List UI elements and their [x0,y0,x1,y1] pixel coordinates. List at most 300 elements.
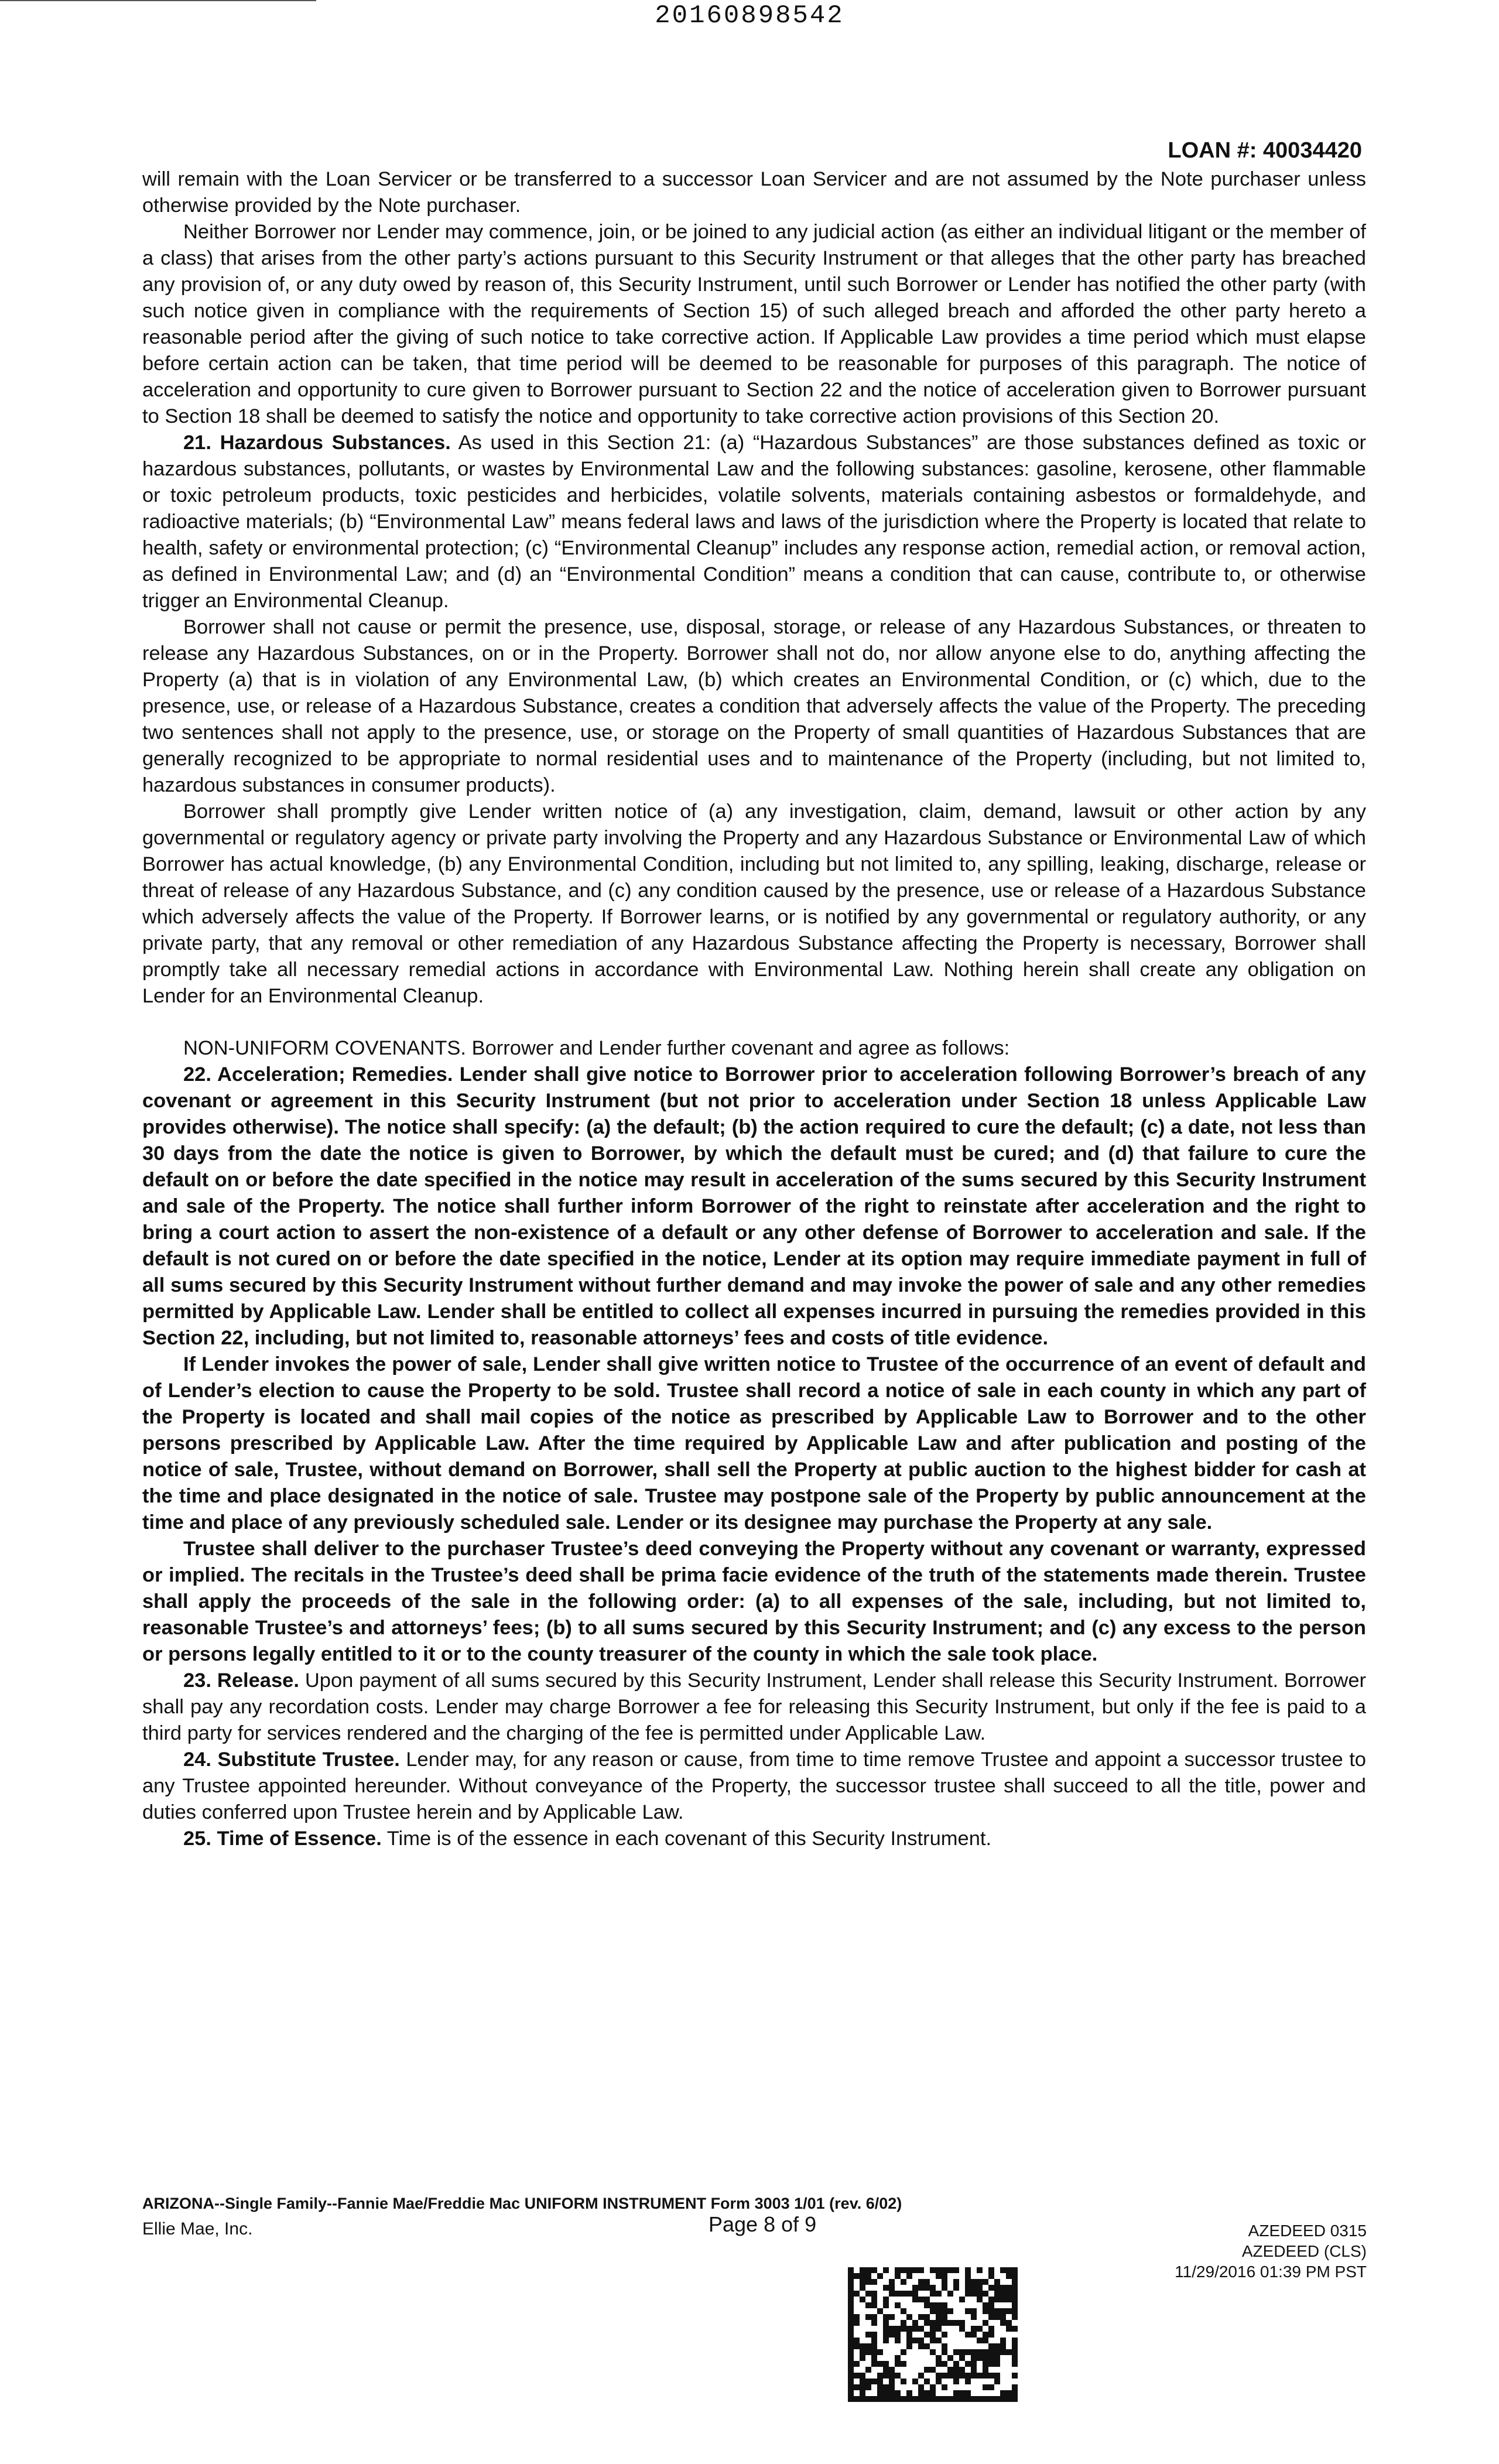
barcode-module [906,2390,912,2396]
barcode-module [912,2320,918,2326]
barcode-module [959,2355,965,2361]
barcode-module [865,2379,871,2384]
barcode-module [889,2326,895,2332]
barcode-module [871,2379,877,2384]
barcode-module [977,2291,983,2297]
barcode-module [1012,2273,1018,2279]
barcode-module [947,2291,953,2297]
barcode-module [1000,2338,1006,2343]
recording-number: 20160898542 [655,1,844,30]
barcode-module [889,2396,895,2402]
section-22-paragraph-2: If Lender invokes the power of sale, Lender shall give written notice to Trustee of the occurrence of an event of default and of Lender’s election to cause the Property to be sold. Trustee shall record a notice of sale in each county in which any part of the Property is located and shall mail copies of the notice as prescribed by Applicable Law to Borrower and to the other persons prescribed by Applicable Law. After the time required by Applicable Law and after publication and posting of the notice of sale, Trustee, without demand on Borrower, shall sell the Property at public auction to the highest bidder for cash at the time and place designated in the notice of sale. Trustee may postpone sale of the Property by public announcement at the time and place of any previously scheduled sale. Lender or its designee may purchase the Property at any sale. [142,1353,1366,1534]
barcode-module [860,2343,865,2349]
barcode-module [953,2349,959,2355]
barcode-module [901,2379,906,2384]
barcode-module [1012,2384,1018,2390]
barcode-module [947,2373,953,2379]
barcode-module [959,2367,965,2373]
section-23-heading: 23. Release. [183,1669,299,1692]
barcode-module [901,2326,906,2332]
barcode-module [906,2396,912,2402]
loan-number: LOAN #: 40034420 [1168,138,1362,163]
barcode-module [906,2343,912,2349]
barcode-module [983,2291,988,2297]
barcode-module [906,2332,912,2338]
barcode-module [848,2308,854,2314]
barcode-module [994,2297,1000,2302]
barcode-module [912,2285,918,2291]
barcode-module [924,2320,930,2326]
barcode-module [848,2379,854,2384]
barcode-module [942,2320,947,2326]
barcode-module [988,2361,994,2367]
section-25-text: Time is of the essence in each covenant of this Security Instrument. [381,1828,992,1850]
barcode-module [1000,2291,1006,2297]
barcode-module [854,2273,860,2279]
barcode-module [953,2279,959,2285]
barcode-module [942,2332,947,2338]
barcode-module [965,2349,971,2355]
barcode-module [994,2314,1000,2320]
barcode-module [906,2273,912,2279]
barcode-module [965,2273,971,2279]
barcode-module [983,2384,988,2390]
barcode-module [854,2396,860,2402]
barcode-module [901,2279,906,2285]
barcode-module [994,2349,1000,2355]
barcode-module [977,2373,983,2379]
barcode-module [865,2279,871,2285]
barcode-module [977,2279,983,2285]
barcode-module [865,2291,871,2297]
barcode-module [848,2291,854,2297]
barcode-module [901,2361,906,2367]
barcode-module [865,2273,871,2279]
barcode-module [988,2349,994,2355]
barcode-module [942,2349,947,2355]
barcode-module [953,2373,959,2379]
barcode-module [895,2355,901,2361]
form-code: AZEDEED 0315 [1248,2222,1367,2240]
barcode-module [988,2267,994,2273]
barcode-module [906,2267,912,2273]
section-24-heading: 24. Substitute Trustee. [183,1748,400,1771]
barcode-module [848,2373,854,2379]
barcode-module [883,2332,889,2338]
barcode-module [971,2349,977,2355]
barcode-module [871,2338,877,2343]
barcode-module [994,2308,1000,2314]
barcode-module [930,2308,936,2314]
barcode-module [1006,2326,1012,2332]
barcode-module [936,2338,942,2343]
barcode-module [895,2396,901,2402]
barcode-module [860,2390,865,2396]
barcode-module [965,2267,971,2273]
barcode-module [936,2291,942,2297]
barcode-module [860,2384,865,2390]
barcode-module [860,2349,865,2355]
barcode-module [883,2390,889,2396]
barcode-module [988,2326,994,2332]
barcode-module [953,2367,959,2373]
barcode-module [860,2396,865,2402]
barcode-module [942,2314,947,2320]
barcode-module [865,2349,871,2355]
barcode-module [871,2355,877,2361]
barcode-module [871,2267,877,2273]
barcode-module [924,2302,930,2308]
barcode-module [871,2279,877,2285]
barcode-module [871,2361,877,2367]
barcode-module [854,2291,860,2297]
barcode-module [930,2396,936,2402]
barcode-module [889,2332,895,2338]
barcode-module [947,2308,953,2314]
barcode-module [877,2349,883,2355]
barcode-module [930,2332,936,2338]
barcode-module [871,2396,877,2402]
barcode-module [959,2349,965,2355]
barcode-module [854,2361,860,2367]
barcode-module [877,2373,883,2379]
barcode-module [895,2332,901,2338]
barcode-module [936,2361,942,2367]
non-uniform-covenants: NON-UNIFORM COVENANTS. Borrower and Lender further covenant and agree as follows: [183,1037,1010,1059]
barcode-module [936,2308,942,2314]
barcode-module [883,2367,889,2373]
barcode-module [877,2379,883,2384]
barcode-module [988,2343,994,2349]
barcode-module [871,2343,877,2349]
barcode-module [918,2343,924,2349]
barcode-module [912,2291,918,2297]
barcode-module [959,2320,965,2326]
barcode-module [994,2361,1000,2367]
barcode-module [930,2326,936,2332]
print-timestamp: 11/29/2016 01:39 PM PST [1175,2263,1367,2281]
barcode-module [854,2384,860,2390]
barcode-module [918,2384,924,2390]
barcode-module [965,2291,971,2297]
barcode-module [918,2396,924,2402]
barcode-module [942,2308,947,2314]
barcode-module [860,2285,865,2291]
barcode-module [930,2302,936,2308]
barcode-module [936,2267,942,2273]
barcode-module [983,2396,988,2402]
barcode-module [848,2314,854,2320]
barcode-module [895,2267,901,2273]
barcode-module [1012,2297,1018,2302]
barcode-module [936,2396,942,2402]
barcode-module [1006,2320,1012,2326]
barcode-module [994,2396,1000,2402]
barcode-module [889,2373,895,2379]
barcode-module [848,2279,854,2285]
barcode-module [883,2302,889,2308]
barcode-module [983,2361,988,2367]
barcode-module [854,2338,860,2343]
barcode-module [848,2338,854,2343]
barcode-module [871,2349,877,2355]
barcode-module [942,2302,947,2308]
barcode-module [883,2384,889,2390]
barcode-module [1006,2273,1012,2279]
barcode-module [953,2379,959,2384]
barcode-module [953,2285,959,2291]
barcode-module [1000,2343,1006,2349]
barcode-module [965,2332,971,2338]
barcode-module [865,2332,871,2338]
barcode-module [983,2338,988,2343]
barcode-module [988,2396,994,2402]
barcode-module [889,2314,895,2320]
barcode-module [848,2355,854,2361]
barcode-module [865,2302,871,2308]
barcode-module [877,2361,883,2367]
barcode-module [924,2396,930,2402]
barcode-module [889,2390,895,2396]
barcode-module [953,2267,959,2273]
barcode-module [965,2379,971,2384]
barcode-module [994,2355,1000,2361]
barcode-module [930,2320,936,2326]
barcode-module [988,2373,994,2379]
section-21-paragraph-3: Borrower shall promptly give Lender written notice of (a) any investigation, claim, demand, lawsuit or other action by any governmental or regulatory agency or private party involving the Property and any Hazardous Substance or Environmental Law of which Borrower has actual knowledge, (b) any Environmental Condition, including but not limited to, any spilling, leaking, discharge, release or threat of release of any Hazardous Substance, and (c) any condition caused by the presence, use or release of a Hazardous Substance which adversely affects the value of the Property. If Borrower learns, or is notified by any governmental or regulatory authority, or any private party, that any removal or other remediation of any Hazardous Substance affecting the Property is necessary, Borrower shall promptly take all necessary remedial actions in accordance with Environmental Law. Nothing herein shall create any obligation on Lender for an Environmental Cleanup. [142,800,1366,1007]
barcode-module [983,2279,988,2285]
barcode-module [959,2396,965,2402]
barcode-module [1000,2285,1006,2291]
section-24-text: Lender may, for any reason or cause, from time to time remove Trustee and appoint a successor trustee to any Trustee appointed hereunder. Without conveyance of the Property, the successor trustee shall succeed to all the title, power and duties conferred upon Trustee herein and by Applicable Law. [142,1748,1366,1823]
barcode-module [959,2373,965,2379]
barcode-module [953,2320,959,2326]
barcode-module [1012,2361,1018,2367]
barcode-module [942,2343,947,2349]
barcode-module [1012,2390,1018,2396]
barcode-module [918,2373,924,2379]
barcode-module [848,2297,854,2302]
barcode-module [871,2297,877,2302]
barcode-module [889,2291,895,2297]
barcode-module [977,2326,983,2332]
barcode-module [860,2379,865,2384]
barcode-module [918,2338,924,2343]
barcode-module [983,2308,988,2314]
barcode-module [924,2314,930,2320]
barcode-module [912,2267,918,2273]
barcode-module [848,2396,854,2402]
barcode-module [895,2326,901,2332]
section-22-paragraph-1: 22. Acceleration; Remedies. Lender shall give notice to Borrower prior to acceleration following Borrower’s breach of any covenant or agreement in this Security Instrument (but not prior to acceleration under Section 18 unless Applicable Law provides otherwise). The notice shall specify: (a) the default; (b) the action required to cure the default; (c) a date, not less than 30 days from the date the notice is given to Borrower, by which the default must be cured; and (d) that failure to cure the default on or before the date specified in the notice may result in acceleration of the sums secured by this Security Instrument and sale of the Property. The notice shall further inform Borrower of the right to reinstate after acceleration and the right to bring a court action to assert the non-existence of a default or any other defense of Borrower to acceleration and sale. If the default is not cured on or before the date specified in the notice, Lender at its option may require immediate payment in full of all sums secured by this Security Instrument without further demand and may invoke the power of sale and any other remedies permitted by Applicable Law. Lender shall be entitled to collect all expenses incurred in pursuing the remedies provided in this Section 22, including, but not limited to, reasonable attorneys’ fees and costs of title evidence. [142,1063,1366,1349]
barcode-module [965,2373,971,2379]
barcode-module [971,2308,977,2314]
qr-barcode-icon [848,2267,1018,2402]
barcode-module [883,2396,889,2402]
barcode-module [865,2343,871,2349]
barcode-module [1000,2308,1006,2314]
barcode-module [994,2279,1000,2285]
barcode-module [1012,2326,1018,2332]
barcode-module [936,2273,942,2279]
barcode-module [1000,2396,1006,2402]
barcode-module [883,2267,889,2273]
barcode-module [1012,2373,1018,2379]
barcode-module [1012,2396,1018,2402]
barcode-module [912,2326,918,2332]
barcode-module [942,2373,947,2379]
barcode-module [977,2396,983,2402]
section-21-heading: 21. Hazardous Substances. [183,432,451,454]
barcode-module [906,2291,912,2297]
barcode-module [860,2373,865,2379]
barcode-module [959,2326,965,2332]
barcode-module [918,2279,924,2285]
barcode-module [1000,2320,1006,2326]
barcode-module [1012,2308,1018,2314]
barcode-module [924,2332,930,2338]
barcode-module [883,2314,889,2320]
barcode-module [1006,2291,1012,2297]
barcode-module [959,2297,965,2302]
barcode-module [977,2349,983,2355]
barcode-module [994,2343,1000,2349]
barcode-module [947,2355,953,2361]
barcode-module [883,2361,889,2367]
barcode-module [1000,2297,1006,2302]
barcode-module [977,2267,983,2273]
barcode-module [901,2308,906,2314]
barcode-module [889,2367,895,2373]
section-23-paragraph [142,1668,1366,1747]
barcode-module [971,2332,977,2338]
barcode-module [983,2320,988,2326]
barcode-module [889,2384,895,2390]
barcode-module [988,2355,994,2361]
barcode-module [906,2326,912,2332]
barcode-module [883,2373,889,2379]
barcode-module [947,2267,953,2273]
barcode-module [854,2373,860,2379]
barcode-module [1006,2267,1012,2273]
barcode-module [988,2273,994,2279]
barcode-module [953,2396,959,2402]
barcode-module [877,2384,883,2390]
barcode-module [848,2349,854,2355]
section-21-paragraph [142,430,1366,614]
barcode-module [901,2396,906,2402]
barcode-module [901,2349,906,2355]
barcode-module [924,2297,930,2302]
barcode-module [883,2326,889,2332]
barcode-module [1012,2285,1018,2291]
barcode-module [865,2384,871,2390]
barcode-module [854,2343,860,2349]
barcode-module [936,2326,942,2332]
barcode-module [971,2396,977,2402]
barcode-module [942,2285,947,2291]
barcode-module [971,2291,977,2297]
barcode-module [883,2338,889,2343]
barcode-module [918,2314,924,2320]
barcode-module [942,2273,947,2279]
barcode-module [1006,2390,1012,2396]
barcode-module [918,2285,924,2291]
footer-form-line: ARIZONA--Single Family--Fannie Mae/Freddie Mac UNIFORM INSTRUMENT Form 3003 1/01 (rev. 6/02) [142,2195,902,2212]
form-code-cls: AZEDEED (CLS) [1241,2242,1367,2260]
barcode-module [965,2308,971,2314]
barcode-module [977,2285,983,2291]
barcode-module [971,2285,977,2291]
barcode-module [1012,2291,1018,2297]
barcode-module [848,2367,854,2373]
barcode-module [918,2267,924,2273]
barcode-module [848,2343,854,2349]
barcode-module [906,2314,912,2320]
barcode-module [983,2373,988,2379]
barcode-module [889,2379,895,2384]
barcode-module [930,2338,936,2343]
barcode-module [860,2273,865,2279]
barcode-module [883,2285,889,2291]
barcode-module [895,2361,901,2367]
barcode-module [1012,2279,1018,2285]
barcode-module [1012,2349,1018,2355]
barcode-module [953,2390,959,2396]
section-22-paragraph-3: Trustee shall deliver to the purchaser Trustee’s deed conveying the Property without any covenant or warranty, expressed or implied. The recitals in the Trustee’s deed shall be prima facie evidence of the truth of the statements made therein. Trustee shall apply the proceeds of the sale in the following order: (a) to all expenses of the sale, including, but not limited to, reasonable Trustee’s and attorneys’ fees; (b) to all sums secured by this Security Instrument; and (c) any excess to the person or persons legally entitled to it or to the county treasurer of the county in which the sale took place. [142,1538,1366,1665]
barcode-module [930,2349,936,2355]
barcode-module [912,2396,918,2402]
barcode-module [971,2367,977,2373]
barcode-module [965,2396,971,2402]
barcode-module [930,2390,936,2396]
section-21-paragraph-2: Borrower shall not cause or permit the presence, use, disposal, storage, or release of any Hazardous Substances, or threaten to release any Hazardous Substances, on or in the Property. Borrower shall not do, nor allow anyone else to do, anything affecting the Property (a) that is in violation of any Environmental Law, (b) which creates an Environmental Condition, or (c) which, due to the presence, use, or release of a Hazardous Substance, creates a condition that adversely affects the value of the Property. The preceding two sentences shall not apply to the presence, use, or storage on the Property of small quantities of Hazardous Substances that are generally recognized to be appropriate to normal residential uses and to maintenance of the Property (including, but not limited to, hazardous substances in consumer products). [142,616,1366,796]
barcode-module [895,2390,901,2396]
barcode-module [889,2279,895,2285]
barcode-module [971,2373,977,2379]
barcode-module [871,2314,877,2320]
barcode-module [1012,2267,1018,2273]
barcode-module [848,2326,854,2332]
barcode-module [848,2390,854,2396]
barcode-module [977,2297,983,2302]
barcode-module [901,2320,906,2326]
barcode-module [877,2273,883,2279]
barcode-module [883,2297,889,2302]
barcode-module [936,2314,942,2320]
barcode-module [965,2279,971,2285]
barcode-module [983,2349,988,2355]
section-21-text: As used in this Section 21: (a) “Hazardous Substances” are those substances defined as toxic or hazardous substances, pollutants, or wastes by Environmental Law and the following substances: gasoline, kerosene, other flammable or toxic petroleum products, toxic pesticides and herbicides, volatile solvents, materials containing asbestos or formaldehyde, and radioactive materials; (b) “Environmental Law” means federal laws and laws of the jurisdiction where the Property is located that relate to health, safety or environmental protection; (c) “Environmental Cleanup” includes any response action, remedial action, or removal action, as defined in Environmental Law; and (d) an “Environmental Condition” means a condition that can cause, contribute to, or otherwise trigger an Environmental Cleanup. [142,432,1366,612]
barcode-module [971,2326,977,2332]
barcode-module [942,2384,947,2390]
section-23-text: Upon payment of all sums secured by this Security Instrument, Lender shall release this Security Instrument. Borrower shall pay any recordation costs. Lender may charge Borrower a fee for releasing this Security Instrument, but only if the fee is paid to a third party for services rendered and the charging of the fee is permitted under Applicable Law. [142,1669,1366,1744]
barcode-module [1012,2338,1018,2343]
document-body [142,166,1366,1852]
barcode-module [860,2279,865,2285]
barcode-module [901,2267,906,2273]
barcode-module [865,2267,871,2273]
barcode-module [1012,2302,1018,2308]
barcode-module [924,2343,930,2349]
barcode-module [930,2367,936,2373]
barcode-module [1006,2396,1012,2402]
barcode-module [1012,2355,1018,2361]
barcode-module [877,2390,883,2396]
barcode-module [901,2291,906,2297]
barcode-module [965,2285,971,2291]
barcode-module [895,2291,901,2297]
